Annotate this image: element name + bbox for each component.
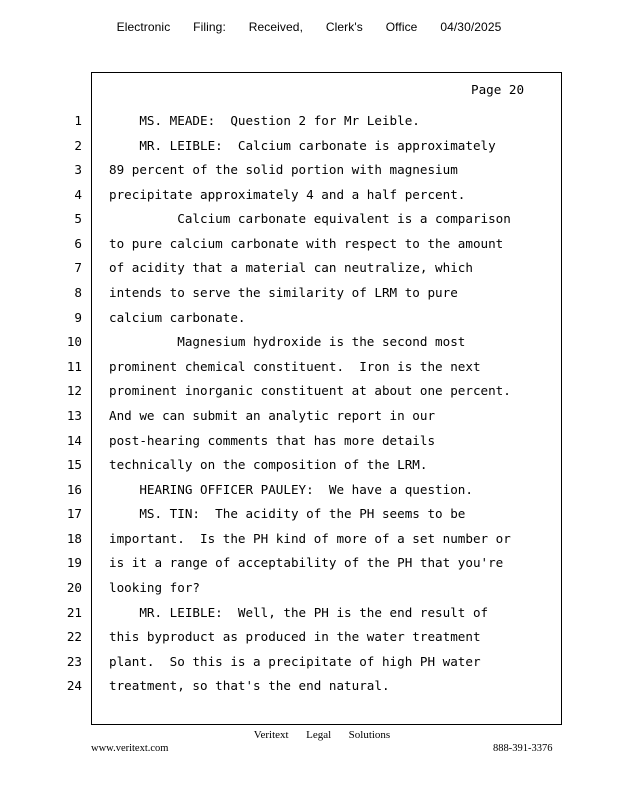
line-text: intends to serve the similarity of LRM to pure (109, 285, 458, 300)
line-number: 2 (74, 138, 82, 153)
line-text: MS. TIN: The acidity of the PH seems to be (109, 506, 466, 521)
transcript-line (0, 650, 618, 674)
line-text: of acidity that a material can neutralize, which (109, 260, 473, 275)
transcript-line (0, 502, 618, 526)
transcript-line (0, 355, 618, 379)
footer-website: www.veritext.com (91, 743, 169, 754)
line-text: treatment, so that's the end natural. (109, 678, 390, 693)
line-number: 3 (74, 162, 82, 177)
transcript-line (0, 109, 618, 133)
line-text: this byproduct as produced in the water treatment (109, 629, 481, 644)
line-text: MR. LEIBLE: Calcium carbonate is approximately (109, 138, 496, 153)
transcript-line (0, 232, 618, 256)
footer-phone: 888-391-3376 (493, 743, 553, 754)
transcript-line (0, 576, 618, 600)
transcript-line (0, 478, 618, 502)
transcript-line (0, 551, 618, 575)
filing-stamp-header: Electronic Filing: Received, Clerk's Office 04/30/2025 (116, 20, 502, 34)
line-text: Magnesium hydroxide is the second most (109, 334, 466, 349)
transcript-line (0, 256, 618, 280)
line-number: 11 (66, 359, 82, 374)
transcript-line (0, 207, 618, 231)
line-number: 12 (66, 383, 82, 398)
line-text: precipitate approximately 4 and a half percent. (109, 187, 466, 202)
transcript-line (0, 330, 618, 354)
transcript-line (0, 674, 618, 698)
line-text: plant. So this is a precipitate of high PH water (109, 654, 481, 669)
line-text: post-hearing comments that has more details (109, 433, 436, 448)
line-text: And we can submit an analytic report in our (109, 408, 436, 423)
transcript-line (0, 404, 618, 428)
line-text: prominent chemical constituent. Iron is the next (109, 359, 481, 374)
footer-company: Veritext Legal Solutions (253, 729, 391, 741)
line-number: 19 (66, 555, 82, 570)
line-text: Calcium carbonate equivalent is a comparison (109, 211, 511, 226)
line-text: MR. LEIBLE: Well, the PH is the end result of (109, 605, 489, 620)
transcript-line (0, 158, 618, 182)
transcript-line (0, 379, 618, 403)
line-text: 89 percent of the solid portion with magnesium (109, 162, 458, 177)
line-number: 14 (66, 433, 82, 448)
line-text: is it a range of acceptability of the PH that you're (109, 555, 504, 570)
line-number: 15 (66, 457, 82, 472)
line-text: HEARING OFFICER PAULEY: We have a question. (109, 482, 473, 497)
line-number: 21 (66, 605, 82, 620)
line-text: looking for? (109, 580, 200, 595)
line-number: 6 (74, 236, 82, 251)
line-text: important. Is the PH kind of more of a set number or (109, 531, 511, 546)
line-number: 7 (74, 260, 82, 275)
transcript-line (0, 306, 618, 330)
line-number: 23 (66, 654, 82, 669)
line-text: prominent inorganic constituent at about one percent. (109, 383, 511, 398)
transcript-line (0, 134, 618, 158)
transcript-line (0, 453, 618, 477)
line-number: 18 (66, 531, 82, 546)
line-number: 5 (74, 211, 82, 226)
line-number: 9 (74, 310, 82, 325)
page-number: Page 20 (471, 82, 525, 97)
line-number: 4 (74, 187, 82, 202)
transcript-line (0, 527, 618, 551)
transcript-line (0, 429, 618, 453)
line-number: 22 (66, 629, 82, 644)
line-text: MS. MEADE: Question 2 for Mr Leible. (109, 113, 420, 128)
line-number: 13 (66, 408, 82, 423)
transcript-line (0, 625, 618, 649)
transcript-line (0, 281, 618, 305)
line-number: 10 (66, 334, 82, 349)
transcript-line (0, 601, 618, 625)
line-text: to pure calcium carbonate with respect to the amount (109, 236, 504, 251)
transcript-line (0, 183, 618, 207)
line-number: 16 (66, 482, 82, 497)
line-text: technically on the composition of the LRM. (109, 457, 428, 472)
line-number: 1 (74, 113, 82, 128)
line-number: 20 (66, 580, 82, 595)
line-number: 17 (66, 506, 82, 521)
line-text: calcium carbonate. (109, 310, 246, 325)
line-number: 8 (74, 285, 82, 300)
line-number: 24 (66, 678, 82, 693)
